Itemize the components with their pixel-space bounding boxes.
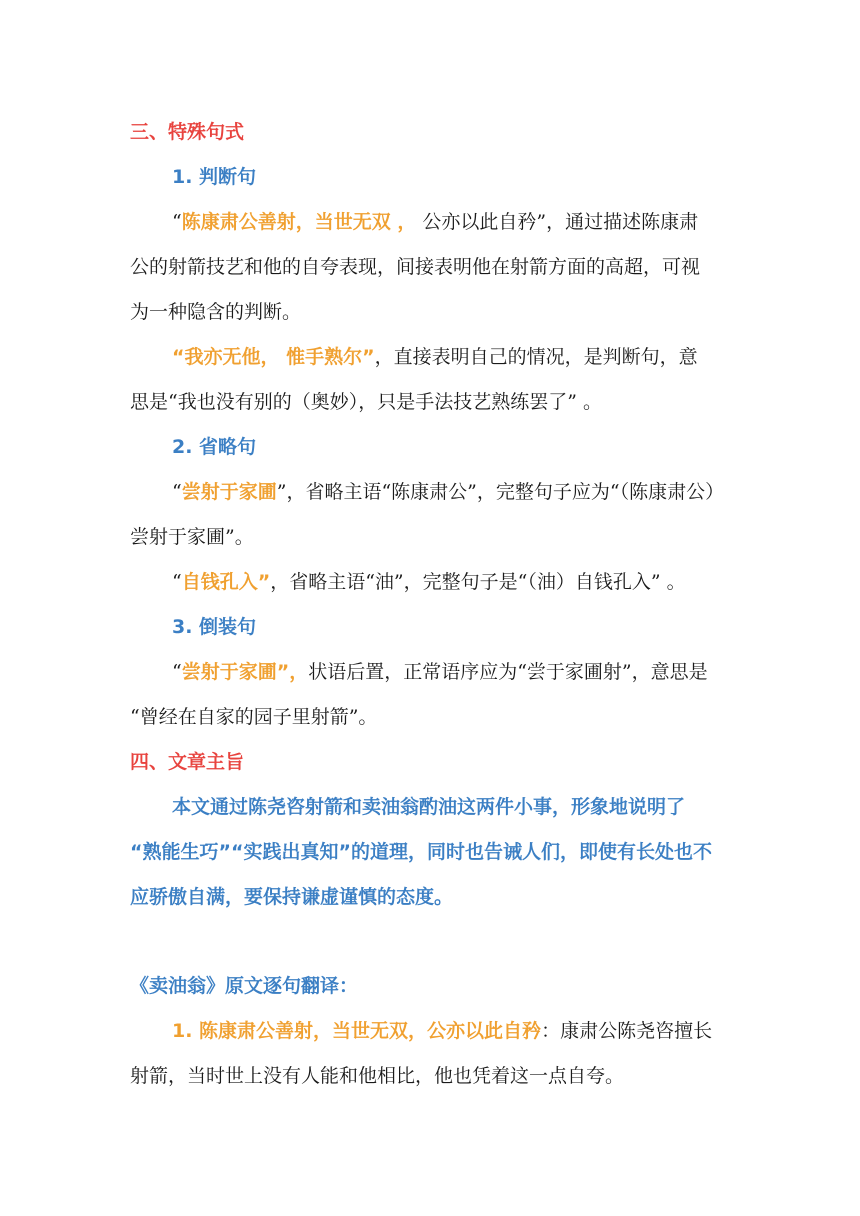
subsection-title-judgment: 1. 判断句 <box>172 166 257 188</box>
text-span: ，省略主语“油”，完整句子是“（油）自钱孔入” 。 <box>270 571 686 593</box>
quote-mark: “ <box>172 211 182 233</box>
spacer <box>130 920 734 964</box>
paragraph-ellipsis-1 <box>130 470 734 560</box>
paragraph-line: 射箭，当时世上没有人能和他相比，他也凭着这一点自夸。 <box>130 1065 625 1087</box>
paragraph-line: 尝射于家圃”。 <box>130 526 254 548</box>
paragraph-line: 公的射箭技艺和他的自夸表现，间接表明他在射箭方面的高超，可视 <box>130 256 701 278</box>
quote-mark: “ <box>172 481 182 503</box>
highlighted-quote: 陈康肃公善射，当世无双 ， <box>181 211 417 233</box>
paragraph-ellipsis-2 <box>130 560 734 605</box>
highlighted-original-text: 1. 陈康肃公善射，当世无双，公亦以此自矜 <box>172 1020 542 1042</box>
quote-mark: “ <box>172 661 182 683</box>
paragraph-line: 为一种隐含的判断。 <box>130 301 302 323</box>
highlighted-quote: 尝射于家圃”， <box>181 661 309 683</box>
paragraph-line <box>130 470 734 515</box>
text-span: ，直接表明自己的情况，是判断句，意 <box>374 346 698 368</box>
quote-mark: “ <box>172 571 182 593</box>
paragraph-line <box>130 560 734 605</box>
paragraph-main-idea <box>130 785 734 920</box>
paragraph-line: 本文通过陈尧咨射箭和卖油翁酌油这两件小事，形象地说明了 <box>172 796 686 818</box>
paragraph-line <box>130 200 734 245</box>
paragraph-line <box>130 335 734 380</box>
paragraph-line: 思是“我也没有别的（奥妙），只是手法技艺熟练罢了” 。 <box>130 391 602 413</box>
paragraph-inversion-1 <box>130 650 734 740</box>
paragraph-line: 应骄傲自满，要保持谦虚谨慎的态度。 <box>130 886 454 908</box>
translation-item-1 <box>130 1009 734 1099</box>
highlighted-quote: 自钱孔入” <box>181 571 271 593</box>
highlighted-quote: 尝射于家圃 <box>181 481 277 503</box>
section-title-main-idea: 四、文章主旨 <box>130 751 245 773</box>
subsection-title-ellipsis: 2. 省略句 <box>172 436 257 458</box>
text-span: ：康肃公陈尧咨擅长 <box>541 1020 713 1042</box>
highlighted-quote: “我亦无他， 惟手熟尔” <box>172 346 375 368</box>
document-page <box>130 110 734 1099</box>
paragraph-judgment-1 <box>130 200 734 335</box>
paragraph-line: “曾经在自家的园子里射箭”。 <box>130 706 378 728</box>
paragraph-judgment-2 <box>130 335 734 425</box>
text-span: 公亦以此自矜”，通过描述陈康肃 <box>416 211 699 233</box>
paragraph-line <box>130 1009 734 1054</box>
paragraph-line <box>130 650 734 695</box>
text-span: ”，省略主语“陈康肃公”，完整句子应为“（陈康肃公） <box>276 481 725 503</box>
text-span: 状语后置，正常语序应为“尝于家圃射”，意思是 <box>308 661 708 683</box>
paragraph-line: “熟能生巧”“实践出真知”的道理，同时也告诫人们，即使有长处也不 <box>130 841 712 863</box>
translation-title: 《卖油翁》原文逐句翻译： <box>130 975 359 997</box>
subsection-title-inversion: 3. 倒装句 <box>172 616 257 638</box>
section-title-special-sentences: 三、特殊句式 <box>130 121 245 143</box>
